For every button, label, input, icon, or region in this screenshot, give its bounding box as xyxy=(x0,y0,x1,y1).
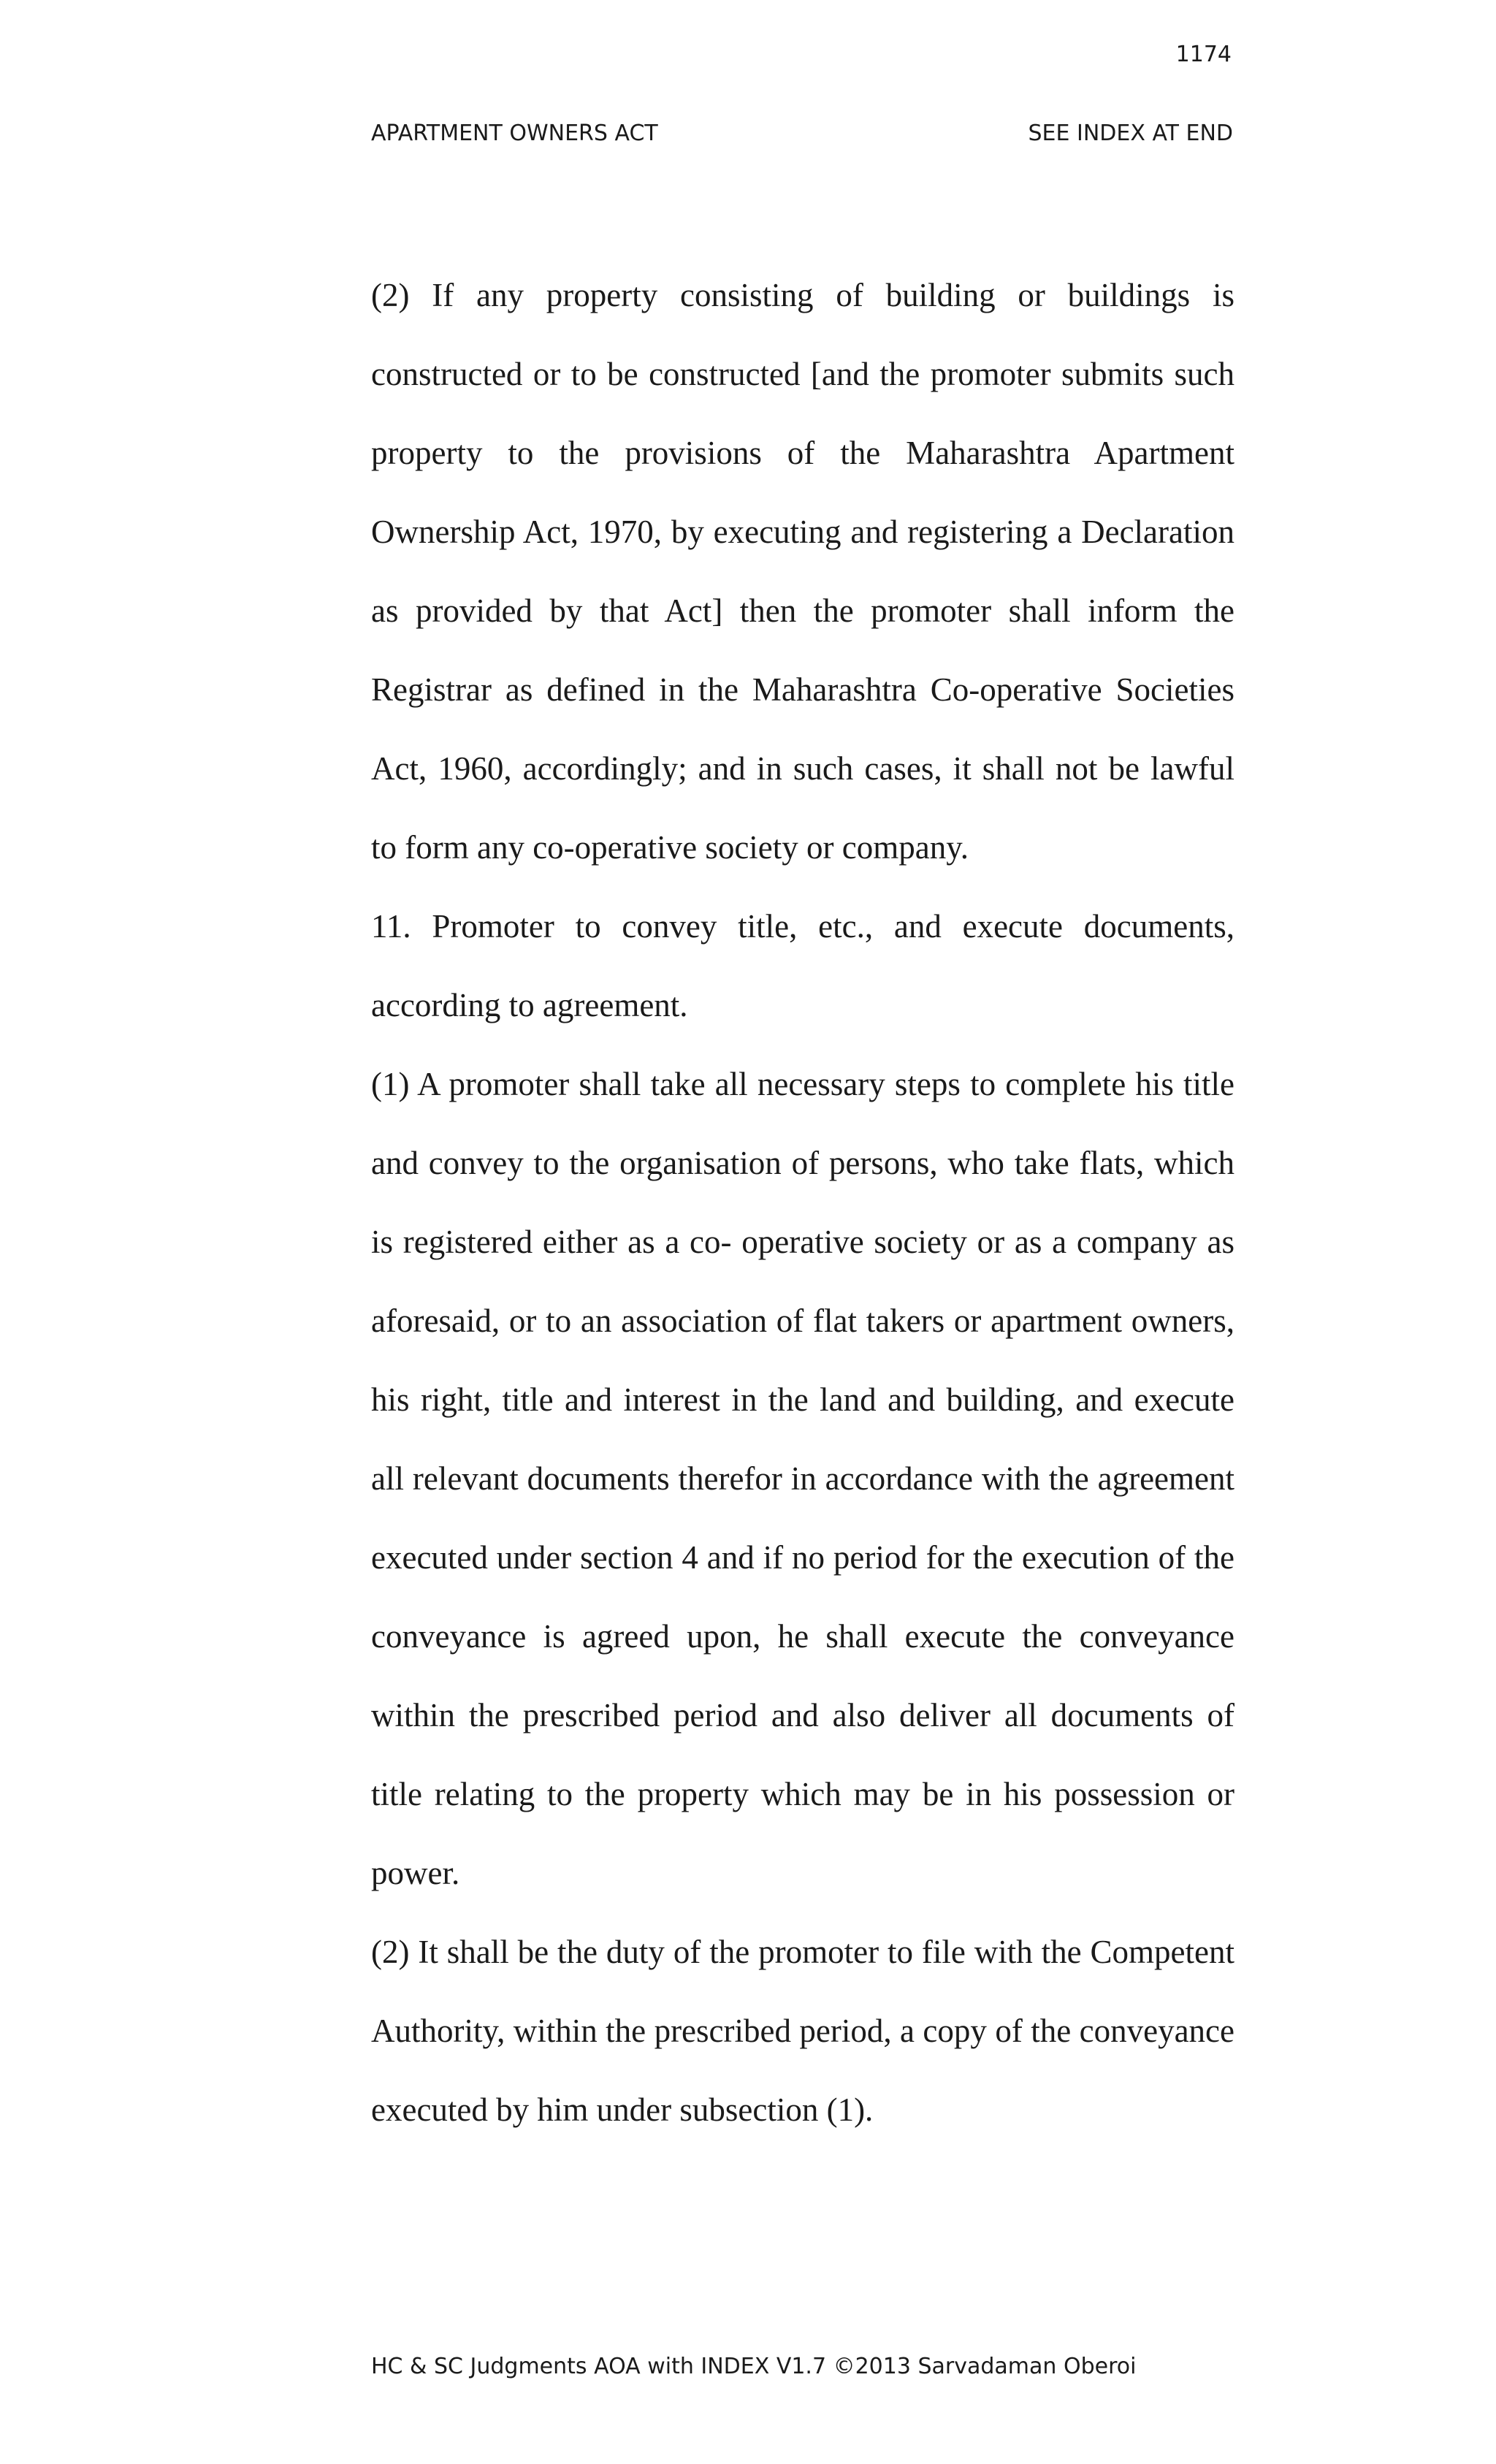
section-11-heading: 11. Promoter to convey title, etc., and execute documents, according to agreement. xyxy=(371,908,1234,1023)
page-number: 1174 xyxy=(1175,42,1232,67)
paragraph-11-1: (1) A promoter shall take all necessary steps to complete his title and convey to the organisation of persons, who take flats, which is registered either as a co- operative society or as a company as aforesaid, or to an association of flat takers or apartment owners, his right, title and interest in the land and building, and execute all relevant documents therefor in accordance with the agreement executed under section 4 and if no period for the execution of the conveyance is agreed upon, he shall execute the conveyance within the prescribed period and also deliver all documents of title relating to the property which may be in his possession or power. xyxy=(371,1066,1234,1891)
paragraph-11-2: (2) It shall be the duty of the promoter to file with the Competent Authority, within the prescribed period, a copy of the conveyance executed by him under subsection (1). xyxy=(371,1934,1234,2128)
header-index-note: SEE INDEX AT END xyxy=(1028,121,1233,146)
header-title: APARTMENT OWNERS ACT xyxy=(371,121,658,146)
running-header xyxy=(371,123,1233,145)
page-footer: HC & SC Judgments AOA with INDEX V1.7 ©2013 Sarvadaman Oberoi xyxy=(371,2354,1137,2379)
paragraph-10-2: (2) If any property consisting of building or buildings is constructed or to be constructed [and the promoter submits such property to the provisions of the Maharashtra Apartment Ownership Act, 1970, by executing and registering a Declaration as provided by that Act] then the promoter shall inform the Registrar as defined in the Maharashtra Co-operative Societies Act, 1960, accordingly; and in such cases, it shall not be lawful to form any co-operative society or company. xyxy=(371,277,1234,866)
document-body xyxy=(371,256,1234,2149)
